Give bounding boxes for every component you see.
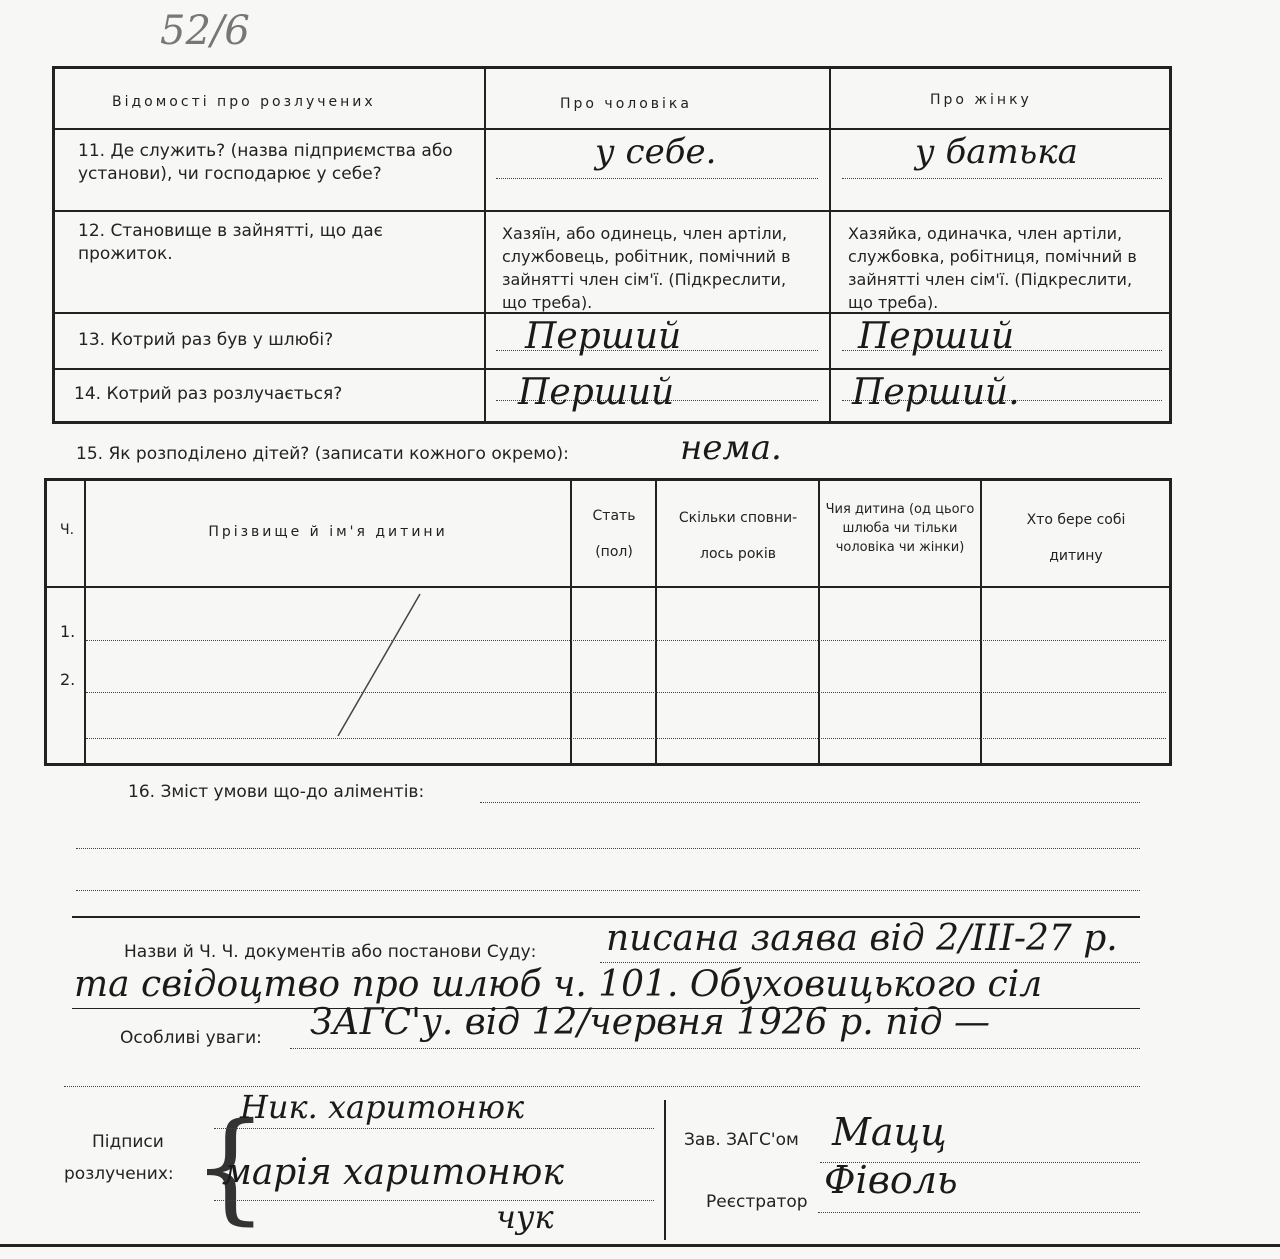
table2-divider-num bbox=[84, 480, 86, 764]
table2-row2-line bbox=[86, 692, 1166, 693]
signature-2-line bbox=[214, 1200, 654, 1201]
row11-husband-line bbox=[496, 178, 818, 179]
page-bottom-edge bbox=[0, 1244, 1280, 1247]
head-signature: Мацц bbox=[832, 1110, 947, 1154]
q16-label: 16. Зміст умови що-до аліментів: bbox=[128, 782, 425, 802]
row14-husband-value: Перший bbox=[518, 372, 675, 413]
row14-label: 14. Котрий раз розлучається? bbox=[74, 384, 343, 404]
header-divorce-info: Відомості про розлучених bbox=[112, 94, 376, 110]
header-age-a: Скільки сповни- bbox=[678, 510, 798, 526]
table1-header-line bbox=[54, 128, 1170, 130]
table2-header-line bbox=[46, 586, 1170, 588]
header-child-name: Прізвище й ім'я дитини bbox=[208, 524, 448, 540]
table2-row3-line bbox=[86, 738, 1166, 739]
header-age-b: лось років bbox=[700, 546, 776, 562]
row11-wife-value: у батька bbox=[915, 132, 1078, 172]
row11-label: 11. Де служить? (назва підприємства або установи), чи господарює у себе? bbox=[78, 141, 453, 184]
row-number-2: 2. bbox=[60, 670, 76, 689]
row11-wife-line bbox=[842, 178, 1162, 179]
header-husband: Про чоловіка bbox=[560, 96, 692, 112]
table1-line-11 bbox=[54, 210, 1170, 212]
documents-line1: писана заява від 2/III-27 р. bbox=[606, 918, 1118, 959]
row-number-1: 1. bbox=[60, 622, 76, 641]
header-number: Ч. bbox=[59, 522, 75, 538]
table2-divider-age bbox=[818, 480, 820, 764]
strike-through-mark bbox=[320, 590, 440, 740]
table2-divider-sex bbox=[655, 480, 657, 764]
header-sex-b: (пол) bbox=[595, 544, 633, 560]
registrar-signature: Фіволь bbox=[824, 1158, 958, 1202]
signature-1-line bbox=[214, 1128, 654, 1129]
documents-line-1 bbox=[600, 962, 1140, 963]
signature-brace: { bbox=[192, 1098, 269, 1237]
table2-row1-line bbox=[86, 640, 1166, 641]
row12-wife-options: Хазяйка, одиначка, член артіли, службовка, робітниця, помічний в зайнятті член сім'ї. (Підкреслити, що треба). bbox=[848, 224, 1137, 312]
row13-husband-value: Перший bbox=[525, 316, 682, 357]
row11-husband-value: у себе. bbox=[595, 132, 717, 172]
q15-label: 15. Як розподілено дітей? (записати кожного окремо): bbox=[76, 444, 569, 464]
header-wife: Про жінку bbox=[930, 92, 1032, 108]
q16-line-1 bbox=[480, 802, 1140, 803]
row12-label: 12. Становище в зайнятті, що дає прожиток. bbox=[78, 221, 384, 264]
row13-label: 13. Котрий раз був у шлюбі? bbox=[78, 330, 334, 350]
row14-wife-value: Перший. bbox=[852, 372, 1020, 413]
signature-1: Ник. харитонюк bbox=[240, 1088, 525, 1126]
head-label: Зав. ЗАГС'ом bbox=[684, 1130, 799, 1150]
remarks-line-2 bbox=[64, 1086, 1140, 1087]
remarks-line-1 bbox=[290, 1048, 1140, 1049]
registrar-label: Реєстратор bbox=[706, 1192, 808, 1212]
q16-line-2 bbox=[76, 848, 1140, 849]
pencil-note: 52/6 bbox=[160, 8, 250, 54]
header-whose-child: Чия дитина (од цього шлюба чи тільки чоловіка чи жінки) bbox=[825, 502, 975, 555]
table2-divider-name bbox=[570, 480, 572, 764]
header-who-takes-a: Хто бере собі bbox=[1026, 512, 1126, 528]
table2-divider-whose bbox=[980, 480, 982, 764]
signature-2-continuation: чук bbox=[496, 1198, 554, 1236]
table1-line-13 bbox=[54, 368, 1170, 370]
q16-line-3 bbox=[76, 890, 1140, 891]
signatures-label-b: розлучених: bbox=[64, 1164, 174, 1184]
header-sex-a: Стать bbox=[592, 508, 636, 524]
registrar-signature-line bbox=[818, 1212, 1140, 1213]
remarks-text: ЗАГС'у. від 12/червня 1926 р. під — bbox=[310, 1002, 991, 1043]
row12-husband-options: Хазяїн, або одинець, член артіли, службовець, робітник, помічний в зайнятті член сім'ї. (Підкреслити, що треба). bbox=[502, 224, 791, 312]
remarks-label: Особливі уваги: bbox=[120, 1028, 262, 1048]
documents-label: Назви й Ч. Ч. документів або постанови Суду: bbox=[124, 942, 537, 962]
signatures-label-a: Підписи bbox=[92, 1132, 164, 1152]
row13-wife-value: Перший bbox=[858, 316, 1015, 357]
signature-2: марія харитонюк bbox=[222, 1152, 564, 1193]
header-who-takes-b: дитину bbox=[1049, 548, 1103, 564]
documents-line2: та свідоцтво про шлюб ч. 101. Обуховицького сіл bbox=[74, 964, 1043, 1005]
q15-answer: нема. bbox=[680, 428, 782, 468]
